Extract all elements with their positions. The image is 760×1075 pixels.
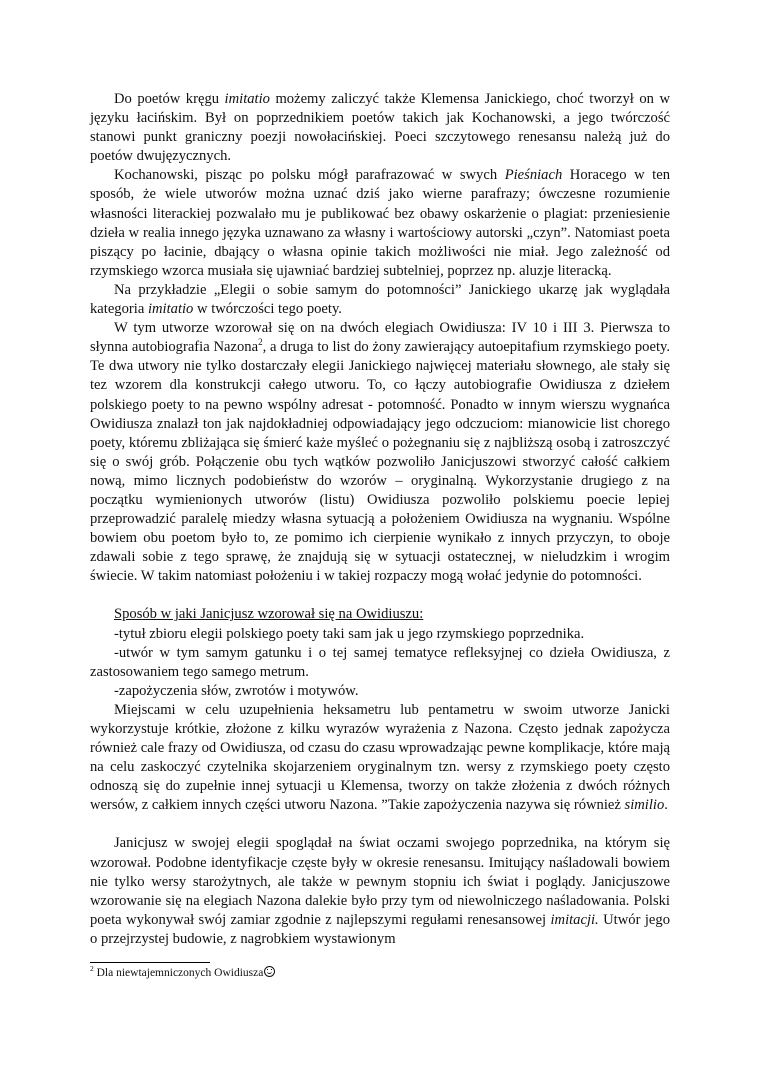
- text: Do poetów kręgu: [114, 91, 225, 107]
- section-heading: Sposób w jaki Janicjusz wzorował się na Owidiuszu:: [114, 606, 424, 623]
- paragraph-1: [90, 90, 670, 166]
- footnote-separator: [90, 962, 210, 963]
- text: Miejscami w celu uzupełnienia heksametru lub pentametru w swoim utworze Janicki wykorzystuje krótkie, złożone z kilku wyrazów wyrażenia z Nazona. Często jednak zapożycza również cale frazy od Owidiusza, od czasu do czasu wprowadzając pewne komplikacje, które mają na celu zaskoczyć czytelnika skojarzeniem oryginalnym tzn. wersy z rzymskiego poety często odnoszą się do zupełnie innej sytuacji u Klemensa, tworzy on także złożenia z dwóch różnych wersów, z całkiem innych części utworu Nazona. ”Takie zapożyczenia nazywa się również: [90, 701, 670, 814]
- text: Utwór jego o przejrzystej budowie, z nagrobkiem wystawionym: [90, 911, 670, 947]
- italic-term: Pieśniach: [504, 167, 563, 184]
- paragraph-6: [90, 834, 670, 949]
- document-body: [90, 90, 670, 949]
- paragraph-3: [90, 281, 670, 319]
- italic-term: imitatio: [224, 91, 270, 107]
- text: Kochanowski, pisząc po polsku mógł parafrazować w swych: [114, 167, 505, 184]
- paragraph-4: [90, 319, 670, 586]
- footnote: [90, 966, 275, 981]
- text: możemy zaliczyć także Klemensa Janickiego, choć tworzył on w języku łacińskim. Był on poprzednikiem poetów takich jak Kochanowski, a jego twórczość stanowi punkt graniczny poezji nowołacińskiej. Poeci szczytowego renesansu należą już do poetów dwujęzycznych.: [90, 91, 670, 165]
- text: Na przykładzie „Elegii o sobie samym do potomności” Janickiego ukarzę jak wyglądała kategoria: [90, 281, 670, 318]
- footnote-number: 2: [90, 964, 94, 974]
- text: , a druga to list do żony zawierający autoepitafium rzymskiego poety. Te dwa utwory nie tylko dostarczały elegii Janickiego najwięcej materiału słownego, ale stały się tez wzorem dla konstrukcji całego utworu. To, co łączy autobiografie Owidiusza z dziełem polskiego poety to na pewno wspólny adresat - potomność. Ponadto w innym wierszu wygnańca Owidiusza znalazł ton jak najdokładniej odpowiadający jego odczuciom: mianowicie list chorego poety, któremu zbliżająca się śmierć każe myśleć o pożegnaniu się z najbliższą osobą i zatroszczyć się o swój grób. Połączenie obu tych wątków pozwoliło Janicjuszowi stworzyć całość całkiem nową, mimo licznych podobieństw do wzorów – oryginalną. Wykorzystanie drugiego z na początku wymienionych utworów (listu) Owidiusza pozwoliło polskiemu poecie lepiej przeprowadzić paralelę miedzy własna sytuacją a położeniem Owidiusza na wygnaniu. Wspólne bowiem obu poetom było to, ze pomimo ich cierpienie wynikało z innych przyczyn, to oboje zdawali sobie z tego sprawę, że znajdują się w sytuacji ostatecznej, w nieludzkim i wrogim świecie. W takim natomiast położeniu i w takiej rozpaczy mogą wołać jedynie do potomności.: [90, 339, 670, 585]
- spacer: [90, 815, 670, 834]
- italic-term: imitatio: [147, 301, 194, 318]
- footnote-ref[interactable]: 2: [258, 337, 263, 348]
- paragraph-5: [90, 701, 670, 816]
- list-item: -zapożyczenia słów, zwrotów i motywów.: [114, 682, 359, 699]
- italic-term: similio: [624, 797, 665, 814]
- footnote-text: Dla niewtajemniczonych Owidiusza: [93, 967, 264, 979]
- italic-term: imitacji.: [550, 911, 599, 928]
- spacer: [90, 586, 670, 605]
- list-item: -utwór w tym samym gatunku i o tej samej tematyce refleksyjnej co dzieła Owidiusza, z zastosowaniem tego samego metrum.: [90, 644, 670, 680]
- text: w twórczości tego poety.: [193, 301, 342, 318]
- smiley-icon: [264, 966, 275, 977]
- text: Janicjusz w swojej elegii spoglądał na świat oczami swojego poprzednika, na którym się wzorował. Podobne identyfikacje częste były w okresie renesansu. Imitujący naśladowali bowiem nie tylko wersy starożytnych, ale także w pewnym stopniu ich świat i poglądy. Janicjuszowe wzorowanie się na elegiach Nazona dalekie było przy tym od niewolniczego naśladowania. Polski poeta wykonywał swój zamiar zgodnie z najlepszymi regułami renesansowej: [90, 835, 670, 928]
- text: W tym utworze wzorował się on na dwóch elegiach Owidiusza: IV 10 i III 3. Pierwsza to słynna autobiografia Nazona: [90, 320, 670, 356]
- list-item: -tytuł zbioru elegii polskiego poety taki sam jak u jego rzymskiego poprzednika.: [114, 625, 585, 642]
- text: .: [664, 797, 668, 814]
- paragraph-2: [90, 166, 670, 281]
- text: Horacego w ten sposób, że wiele utworów można uznać dziś jako wierne parafrazy; ówczesne rozumienie własności literackiej pozwalało mu je publikować bez obawy oskarżenie o plagiat: przeniesienie dzieła w realia innego języka uznawano za własny i wartościowy autorski „czyn”. Natomiast poeta piszący po łacinie, dbający o własna opinie takich możliwości nie miał. Jego zależność od rzymskiego wzorca musiała się ujawniać bardziej subtelniej, poprzez np. aluzje literacką.: [90, 167, 670, 279]
